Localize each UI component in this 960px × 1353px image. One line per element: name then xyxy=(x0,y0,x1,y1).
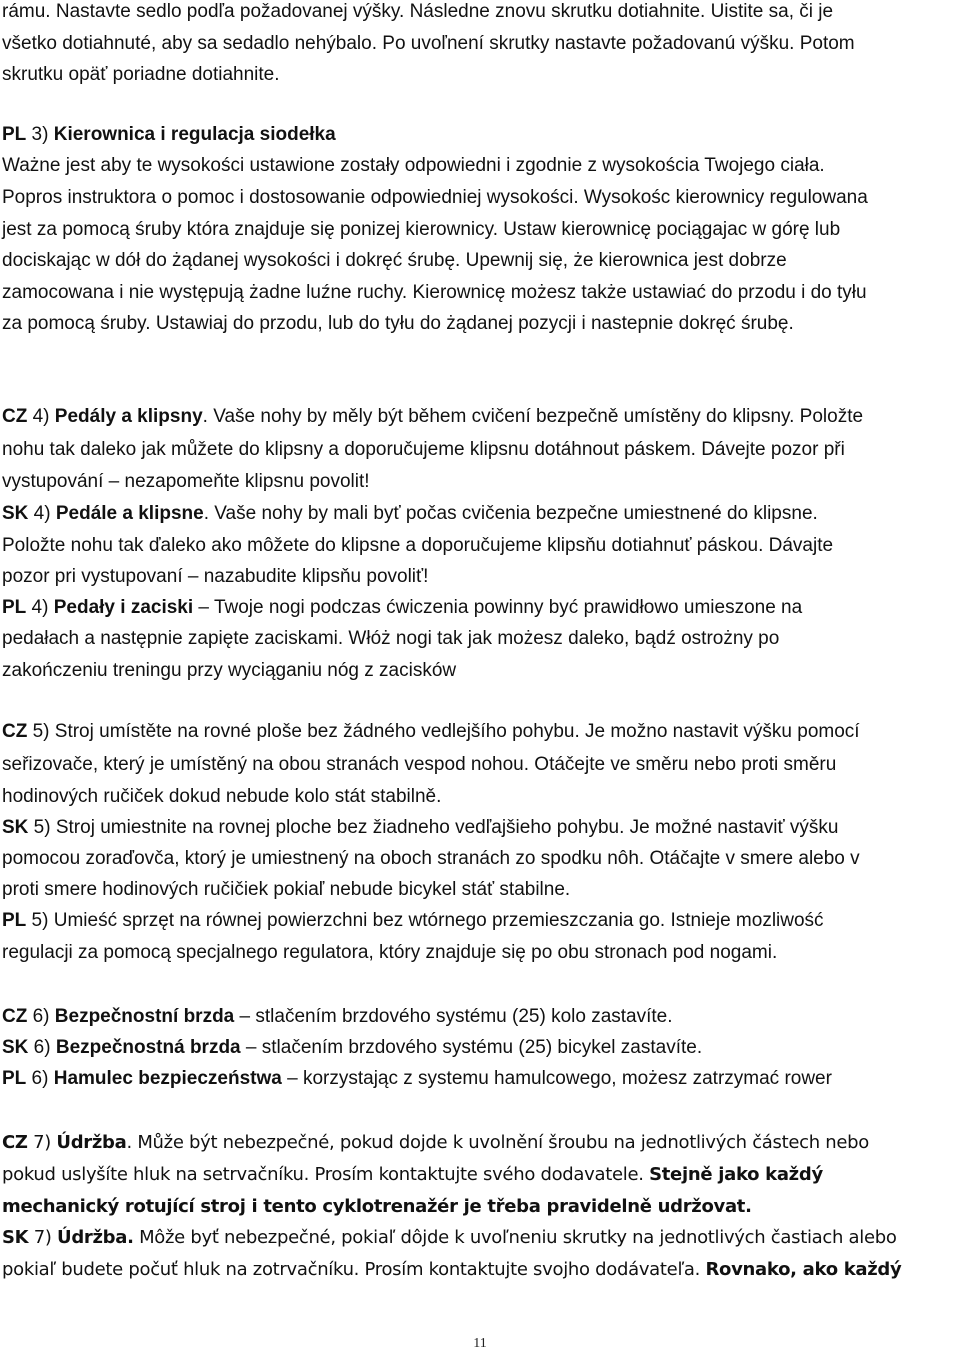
cz5-text-line-1 xyxy=(2,721,860,743)
pl4-text: – Twoje nogi podczas ćwiczenia powinny być prawidłowo umieszone na xyxy=(193,597,803,618)
cz4-number: 4) xyxy=(27,406,55,427)
sk7-title: Údržba. xyxy=(57,1227,134,1248)
cz7-text-line-2 xyxy=(2,1164,823,1186)
sk3-text-line-2: všetko dotiahnuté, aby sa sedadlo nehýbalo. Po uvoľnení skrutky nastavte požadovanú výšku. Potom xyxy=(2,33,855,54)
sk7-text-line-2 xyxy=(2,1259,901,1281)
pl3-title: Kierownica i regulacja siodełka xyxy=(53,124,336,145)
pl5-number: 5) xyxy=(26,910,54,931)
cz5-text-line-3: hodinových ručiček dokud nebude kolo stát stabilně. xyxy=(2,786,442,807)
cz7-text-line-1 xyxy=(2,1132,869,1154)
pl3-text-line-5: zamocowana i nie występują żadne luźne ruchy. Kierownicę możesz także ustawiać do przodu i do tyłu xyxy=(2,282,867,303)
sk6-number: 6) xyxy=(28,1037,56,1058)
sk7-text-emphasis: Rovnako, ako každý xyxy=(705,1259,902,1280)
sk4-text-line-1 xyxy=(2,503,818,525)
sk3-text-line-1: rámu. Nastavte sedlo podľa požadovanej výšky. Následne znovu skrutku dotiahnite. Uistite sa, či je xyxy=(2,1,834,22)
sk7-text-plain: pokiaľ budete počuť hluk na zotrvačníku. Prosím kontaktujte svojho dodávateľa. xyxy=(2,1259,706,1280)
sk5-text: Stroj umiestnite na rovnej ploche bez žiadneho vedľajšieho pohybu. Je možné nastaviť výšku xyxy=(55,817,839,838)
sk4-number: 4) xyxy=(28,503,56,524)
pl3-lang-tag: PL xyxy=(2,124,27,145)
cz6-lang-tag: CZ xyxy=(2,1006,28,1027)
cz5-lang-tag: CZ xyxy=(2,721,28,742)
cz7-text-emphasis: Stejně jako každý xyxy=(649,1164,823,1185)
pl4-text-line-1 xyxy=(2,597,802,619)
sk3-text-line-3: skrutku opäť poriadne dotiahnite. xyxy=(2,64,280,85)
pl6-number: 6) xyxy=(26,1068,54,1089)
pl3-text-line-1: Ważne jest aby te wysokości ustawione zostały odpowiedni i zgodnie z wysokościa Twojego ciała. xyxy=(2,155,825,176)
pl6-text-line xyxy=(2,1068,832,1090)
cz6-title: Bezpečnostní brzda xyxy=(54,1006,235,1027)
pl5-text-line-1 xyxy=(2,910,824,932)
sk4-lang-tag: SK xyxy=(2,503,29,524)
pl5-text: Umieść sprzęt na równej powierzchni bez wtórnego przemieszczania go. Istnieje mozliwość xyxy=(53,910,824,931)
sk5-text-line-3: proti smere hodinových ručičiek pokiaľ nebude bicykel stáť stabilne. xyxy=(2,879,571,900)
sk6-text-line xyxy=(2,1037,702,1059)
pl4-text-line-3: zakończeniu treningu przy wyciąganiu nóg z zacisków xyxy=(2,660,457,681)
sk4-text-line-3: pozor pri vystupovaní – nazabudite klipsňu povoliť! xyxy=(2,566,429,587)
cz7-number: 7) xyxy=(27,1132,57,1153)
pl6-title: Hamulec bezpieczeństwa xyxy=(53,1068,282,1089)
pl4-lang-tag: PL xyxy=(2,597,27,618)
cz7-text: . Může být nebezpečné, pokud dojde k uvolnění šroubu na jednotlivých částech nebo xyxy=(126,1132,869,1153)
sk6-text: – stlačením brzdového systému (25) bicykel zastavíte. xyxy=(240,1037,703,1058)
cz5-text: Stroj umístěte na rovné ploše bez žádného vedlejšího pohybu. Je možno nastavit výšku pomocí xyxy=(54,721,860,742)
pl4-title: Pedały i zaciski xyxy=(53,597,194,618)
pl3-text-line-6: za pomocą śruby. Ustawiaj do przodu, lub do tyłu do żądanej pozycji i nastepnie dokręć śrubę. xyxy=(2,313,794,334)
sk5-text-line-1 xyxy=(2,817,838,839)
pl4-number: 4) xyxy=(26,597,54,618)
pl3-text-line-4: dociskając w dół do żądanej wysokości i dokręć śrubę. Upewnij się, że kierownica jest dobrze xyxy=(2,250,787,271)
sk5-number: 5) xyxy=(28,817,56,838)
pl5-lang-tag: PL xyxy=(2,910,27,931)
pl3-number: 3) xyxy=(26,124,54,145)
sk7-text-line-1 xyxy=(2,1227,897,1249)
cz4-text-line-1 xyxy=(2,406,863,428)
pl5-text-line-2: regulacji za pomocą specjalnego regulatora, który znajduje się po obu stronach pod nogami. xyxy=(2,942,778,963)
cz6-number: 6) xyxy=(27,1006,55,1027)
pl6-lang-tag: PL xyxy=(2,1068,27,1089)
page-number: 11 xyxy=(473,1336,487,1351)
pl3-text-line-2: Popros instruktora o pomoc i dostosowanie odpowiedniej wysokości. Wysokośc kierownicy regulowana xyxy=(2,187,868,208)
cz4-text-line-2: nohu tak daleko jak můžete do klipsny a doporučujeme klipsnu dotáhnout páskem. Dávejte pozor při xyxy=(2,439,845,460)
sk6-lang-tag: SK xyxy=(2,1037,29,1058)
cz4-lang-tag: CZ xyxy=(2,406,28,427)
pl3-heading xyxy=(2,124,336,146)
sk7-lang-tag: SK xyxy=(2,1227,29,1248)
sk7-text: Môže byť nebezpečné, pokiaľ dôjde k uvoľneniu skrutky na jednotlivých častiach alebo xyxy=(133,1227,897,1248)
sk4-title: Pedále a klipsne xyxy=(55,503,204,524)
cz6-text: – stlačením brzdového systému (25) kolo zastavíte. xyxy=(234,1006,673,1027)
pl3-text-line-3: jest za pomocą śruby która znajduje się ponizej kierownicy. Ustaw kierownicę pociągajac w górę lub xyxy=(2,219,841,240)
cz4-title: Pedály a klipsny xyxy=(54,406,203,427)
cz7-text-line-3: mechanický rotující stroj i tento cyklotrenažér je třeba pravidelně udržovat. xyxy=(2,1196,752,1217)
cz7-text-plain: pokud uslyšíte hluk na setrvačníku. Prosím kontaktujte svého dodavatele. xyxy=(2,1164,650,1185)
cz7-title: Údržba xyxy=(56,1132,127,1153)
sk5-lang-tag: SK xyxy=(2,817,29,838)
sk4-text: . Vaše nohy by mali byť počas cvičenia bezpečne umiestnené do klipsne. xyxy=(203,503,818,524)
cz5-text-line-2: seřizovače, který je umístěný na obou stranách vespod nohou. Otáčejte ve směru nebo proti směru xyxy=(2,754,837,775)
pl4-text-line-2: pedałach a następnie zapięte zaciskami. Włóż nogi tak jak możesz daleko, bądź ostrożny po xyxy=(2,628,780,649)
cz4-text-line-3: vystupování – nezapomeňte klipsnu povolit! xyxy=(2,471,370,492)
sk6-title: Bezpečnostná brzda xyxy=(55,1037,241,1058)
sk7-number: 7) xyxy=(28,1227,58,1248)
sk4-text-line-2: Položte nohu tak ďaleko ako môžete do klipsne a doporučujeme klipsňu dotiahnuť páskou. Dávajte xyxy=(2,535,834,556)
pl6-text: – korzystając z systemu hamulcowego, możesz zatrzymać rower xyxy=(281,1068,832,1089)
cz7-lang-tag: CZ xyxy=(2,1132,28,1153)
sk5-text-line-2: pomocou zoraďovča, ktorý je umiestnený na oboch stranách zo spodku nôh. Otáčajte v smere alebo v xyxy=(2,848,860,869)
cz5-number: 5) xyxy=(27,721,55,742)
cz6-text-line xyxy=(2,1006,673,1028)
cz4-text: . Vaše nohy by měly být během cvičení bezpečně umístěny do klipsny. Položte xyxy=(202,406,864,427)
